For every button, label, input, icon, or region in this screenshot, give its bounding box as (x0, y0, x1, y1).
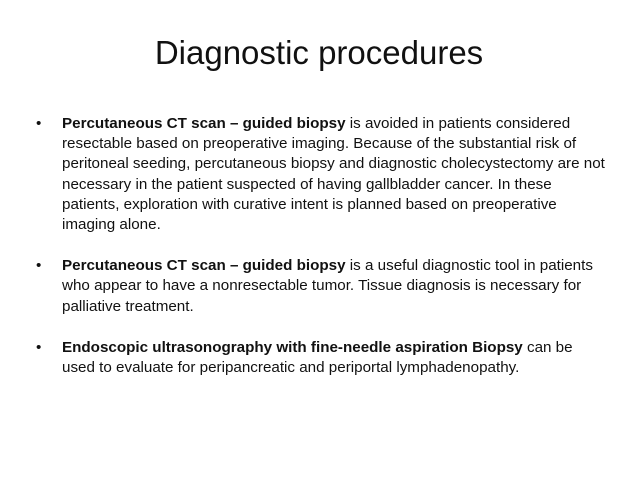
bullet-text: can be used to evaluate for peripancreatic and periportal lymphadenopathy. (62, 338, 573, 377)
bullet-bold-text: Percutaneous CT scan – guided biopsy (62, 115, 346, 132)
bullet-item (36, 338, 606, 378)
bullet-item (36, 256, 606, 317)
bullet-marker: • (36, 115, 42, 132)
bullet-text: is a useful diagnostic tool in patients who appear to have a nonresectable tumor. Tissue diagnosis is necessary for palliative treatment. (62, 257, 593, 315)
bullet-bold-text: Percutaneous CT scan – guided biopsy (62, 257, 346, 275)
bullet-marker: • (36, 257, 42, 275)
bullet-text: is avoided in patients considered resectable based on preoperative imaging. Because of the substantial risk of peritoneal seeding, percutaneous biopsy and diagnostic cholecystectomy are not necessary in the patient suspected of having gallbladder cancer. In these patients, exploration with curative intent is planned based on preoperative imaging alone. (62, 115, 605, 234)
bullet-marker: • (36, 338, 42, 356)
bullet-list (36, 114, 606, 399)
bullet-item (36, 114, 606, 235)
bullet-bold-text: Endoscopic ultrasonography with fine-needle aspiration Biopsy (62, 338, 523, 356)
slide-title: Diagnostic procedures (154, 34, 484, 71)
